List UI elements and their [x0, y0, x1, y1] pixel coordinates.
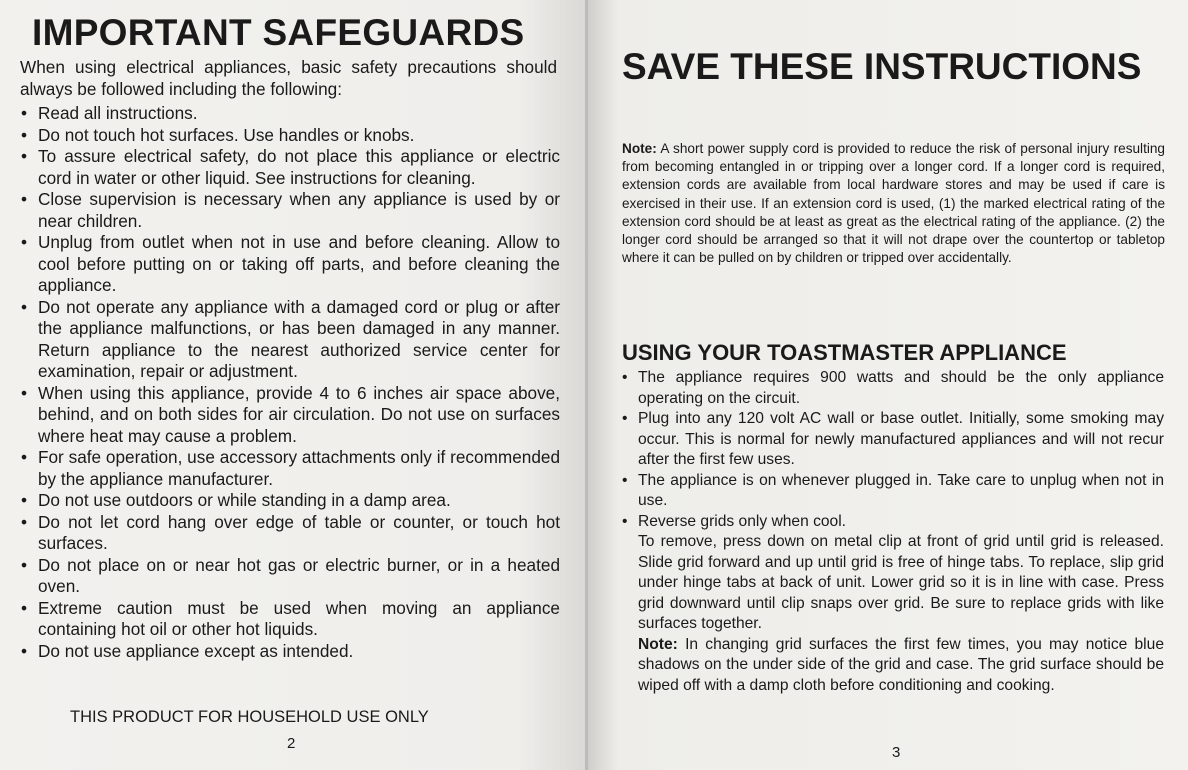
list-item: • Plug into any 120 volt AC wall or base outlet. Initially, some smoking may occur. This is normal for newly manufactured appliances and will not recur after the first few uses.	[622, 409, 1164, 471]
list-item: • Do not use outdoors or while standing in a damp area.	[20, 490, 560, 512]
note-text: A short power supply cord is provided to reduce the risk of personal injury resulting from becoming entangled in or tripping over a longer cord. If a longer cord is required, extension cords are available from local hardware stores and may be used if care is exercised in their use. If an extension cord is used, (1) the marked electrical rating of the extension cord should be at least as great as the electrical rating of the appliance. (2) the longer cord should be arranged so that it will not drape over the countertop or tabletop where it can be pulled on by children or tripped over accidentally.	[622, 141, 1165, 266]
usage-list	[622, 368, 1164, 696]
cord-note	[622, 140, 1165, 267]
household-use-footer: THIS PRODUCT FOR HOUSEHOLD USE ONLY	[70, 708, 429, 726]
page-number-left: 2	[287, 735, 296, 752]
list-item: • Close supervision is necessary when any appliance is used by or near children.	[20, 189, 560, 232]
list-item: • To assure electrical safety, do not place this appliance or electric cord in water or other liquid. See instructions for cleaning.	[20, 146, 560, 189]
left-page	[0, 0, 588, 770]
list-item: • Do not use appliance except as intended.	[20, 641, 560, 663]
safeguards-intro: When using electrical appliances, basic safety precautions should always be followed including the following:	[20, 57, 557, 99]
note-label: Note:	[622, 141, 657, 156]
list-item: • Do not let cord hang over edge of table or counter, or touch hot surfaces.	[20, 512, 560, 555]
page-number-right: 3	[892, 744, 901, 761]
list-item: • Unplug from outlet when not in use and before cleaning. Allow to cool before putting on or taking off parts, and before cleaning the appliance.	[20, 232, 560, 297]
grid-instructions: To remove, press down on metal clip at front of grid until grid is released. Slide grid forward and up until grid is free of hinge tabs. To replace, slip grid under hinge tabs at back of unit. Lower grid so it is in line with case. Press grid downward until clip snaps over grid. Be sure to replace grids with like surfaces together.	[638, 533, 1164, 632]
safeguards-title: IMPORTANT SAFEGUARDS	[32, 12, 525, 53]
right-page	[588, 0, 1188, 770]
list-item: • Read all instructions.	[20, 103, 560, 125]
list-item: • For safe operation, use accessory attachments only if recommended by the appliance manufacturer.	[20, 447, 560, 490]
list-item: • Do not place on or near hot gas or electric burner, or in a heated oven.	[20, 555, 560, 598]
section-title: USING YOUR TOASTMASTER APPLIANCE	[622, 340, 1067, 365]
list-item: • Reverse grids only when cool.	[622, 512, 1164, 533]
save-instructions-title: SAVE THESE INSTRUCTIONS	[622, 46, 1142, 87]
list-item: • Do not touch hot surfaces. Use handles or knobs.	[20, 125, 560, 147]
list-item: • The appliance requires 900 watts and should be the only appliance operating on the circuit.	[622, 368, 1164, 409]
grid-note	[622, 635, 1164, 697]
list-item: • Extreme caution must be used when moving an appliance containing hot oil or other hot liquids.	[20, 598, 560, 641]
list-item: • Do not operate any appliance with a damaged cord or plug or after the appliance malfunctions, or has been damaged in any manner. Return appliance to the nearest authorized service center for examination, repair or adjustment.	[20, 297, 560, 383]
list-item: • The appliance is on whenever plugged in. Take care to unplug when not in use.	[622, 471, 1164, 512]
note-label: Note:	[638, 635, 678, 653]
note-text: In changing grid surfaces the first few times, you may notice blue shadows on the under side of the grid and case. The grid surface should be wiped off with a damp cloth before conditioning and cooking.	[638, 635, 1164, 694]
list-item: • When using this appliance, provide 4 to 6 inches air space above, behind, and on both sides for air circulation. Do not use on surfaces where heat may cause a problem.	[20, 383, 560, 448]
safeguards-list	[20, 103, 560, 662]
